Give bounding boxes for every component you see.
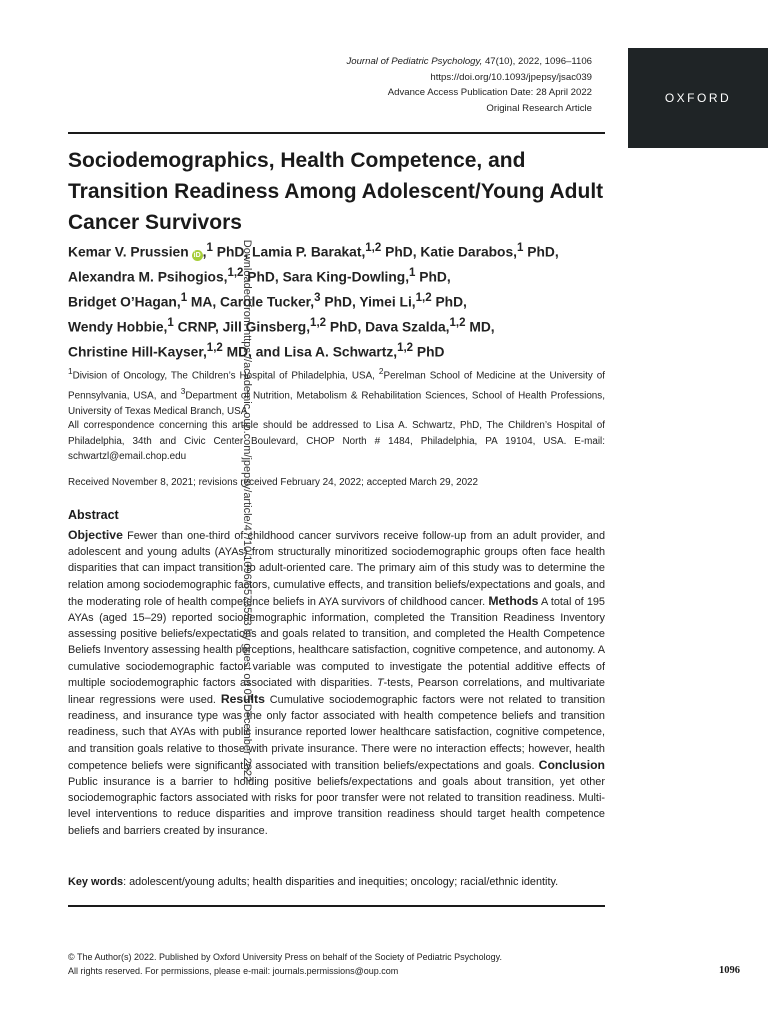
author-line (68, 338, 605, 363)
author-affiliation-sup: 1,2 (310, 317, 327, 330)
methods-text-cont: -tests, Pearson correlations, and multivariate linear regressions were used. (68, 676, 605, 707)
article-title: Sociodemographics, Health Competence, and Transition Readiness Among Adolescent/Young Adult Cancer Survivors (68, 149, 604, 234)
objective-text: Fewer than one-third of childhood cancer survivors receive follow-up from an adult provider, and adolescent and young adults (AYAs) from structurally minoritized sociodemographic groups often face health disparities that can impact transition to adult-oriented care. The primary aim of this study was to determine the relation among sociodemographic factors, cumulative effects, and transition beliefs/expectations and goals, and the moderating role of health competence beliefs in AYA survivors of childhood cancer. (68, 530, 605, 608)
affiliation-sup: 1 (68, 367, 73, 376)
keywords-text: : adolescent/young adults; health disparities and inequities; oncology; racial/ethnic identity. (123, 876, 559, 888)
received-dates: Received November 8, 2021; revisions received February 24, 2022; accepted March 29, 2022 (68, 477, 479, 488)
top-divider (68, 132, 605, 134)
author-degree: CRNP, (173, 319, 219, 335)
author-degree: PhD, (523, 244, 559, 260)
methods-italic: T (377, 676, 384, 689)
conclusion-text: Public insurance is a barrier to holding positive beliefs/expectations and goals about transition, yet other sociodemographic factors associated with risks for poor transfer were not related to transition readiness. Multi-level interventions to reduce disparities and improve transition readiness should target health competence beliefs and barriers created by insurance. (68, 776, 605, 837)
author-affiliation-sup: 1,2 (227, 267, 244, 280)
affiliation-text: Division of Oncology, The Children’s Hospital of Philadelphia, USA, (72, 370, 379, 382)
author-name: Carole Tucker, (216, 294, 315, 310)
author-degree: MD, (465, 319, 495, 335)
author-name: Wendy Hobbie, (68, 319, 168, 335)
journal-name: Journal of Pediatric Psychology, (346, 56, 483, 67)
abstract-heading: Abstract (68, 508, 119, 522)
author-name: Alexandra M. Psihogios, (68, 269, 228, 285)
author-affiliation-sup: 1 (180, 292, 188, 305)
author-name: Christine Hill-Kayser, (68, 344, 207, 360)
methods-text: A total of 195 AYAs (aged 15–29) reported sociodemographic information, completed the Transition Readiness Inventory assessing positive beliefs/expectations and goals related to transition, and completed the Health Competence Beliefs Inventory assessing health perceptions, healthcare satisfaction, cognitive competence, and autonomy. A cumulative sociodemographic factor variable was computed to investigate the potential additive effects of multiple sociodemographic factors associated with disparities. (68, 595, 605, 689)
author-affiliation-sup: 1,2 (365, 242, 382, 254)
affiliation-text: Department of Nutrition, Metabolism & Rehabilitation Sciences, School of Health Professions, University of Texas Medical Branch, USA (68, 390, 605, 417)
author-name: Yimei Li, (355, 294, 416, 310)
author-name: Kemar V. Prussien (68, 244, 189, 260)
author-affiliation-sup: 1 (409, 267, 416, 280)
page-number: 1096 (719, 965, 740, 976)
author-name: Dava Szalda, (361, 319, 450, 335)
journal-issue: 47(10), 2022, 1096–1106 (482, 56, 592, 67)
copyright-notice (68, 951, 588, 978)
affiliation-sup: 3 (180, 387, 186, 396)
abstract-body (68, 527, 605, 839)
author-degree: PhD, (381, 244, 417, 260)
author-affiliation-sup: 1 (206, 242, 213, 254)
article-type: Original Research Article (486, 102, 592, 114)
results-text: Cumulative sociodemographic factors were not related to transition readiness, and insurance type was the only factor associated with health competence beliefs and transition readiness, such that AYAs with public insurance reported lower healthcare satisfaction, cognitive competence, and transition goals relative to those with private insurance. There were no interaction effects; however, health competence beliefs were significantly associated with transition beliefs/expectations and goals. (68, 694, 605, 772)
author-name: Sara King-Dowling, (278, 269, 410, 285)
doi-link[interactable]: https://doi.org/10.1093/jpepsy/jsac039 (430, 71, 592, 83)
author-degree: PhD, (326, 319, 362, 335)
results-heading: Results (220, 692, 265, 707)
download-watermark: Downloaded from https://academic.oup.com/jpepsy/article/47/10/1096/6573553 by guest on 05 December 2022 (241, 239, 253, 783)
author-line (68, 313, 605, 338)
author-list (68, 238, 605, 363)
author-name: Bridget O’Hagan, (68, 294, 181, 310)
methods-heading: Methods (488, 593, 539, 608)
affiliation-text: Perelman School of Medicine at the University of Pennsylvania, USA, and (68, 370, 605, 402)
author-line: Kemar V. Prussien iD ,$^1$ PhD, Lamia P. Barakat,$^{1,2}$ PhD, Katie Darabos,$^1$ PhD, (68, 242, 559, 260)
author-degree: PhD, (415, 269, 451, 285)
author-affiliation-sup: 1,2 (449, 317, 466, 330)
objective-heading: Objective (68, 528, 123, 542)
author-degree: PhD, (431, 294, 467, 310)
permissions-line: All rights reserved. For permissions, please e-mail: journals.permissions@oup.com (68, 965, 399, 976)
author-name: Lisa A. Schwartz, (280, 344, 398, 360)
keywords-label: Key words (68, 876, 124, 888)
affiliations (68, 364, 605, 420)
journal-citation (346, 54, 592, 70)
author-name: Jill Ginsberg, (218, 319, 311, 335)
author-degree: PhD, (243, 269, 279, 285)
affiliation-sup: 2 (378, 367, 384, 376)
author-affiliation-sup: 1 (517, 242, 524, 254)
correspondence: All correspondence concerning this article should be addressed to Lisa A. Schwartz, PhD, The Children’s Hospital of Philadelphia, 34th and Civic Center Boulevard, CHOP North # 1484, Philadelphia, PA 19104, USA. E-mail: schwartzl@email.chop.edu (68, 420, 605, 463)
keywords (68, 874, 605, 890)
author-name: Lamia P. Barakat, (248, 244, 366, 260)
author-line (68, 288, 605, 313)
conclusion-heading: Conclusion (538, 757, 605, 772)
author-affiliation-sup: 1,2 (415, 292, 432, 305)
orcid-icon[interactable]: iD (193, 251, 201, 259)
author-affiliation-sup: 3 (314, 292, 321, 305)
article-meta (346, 54, 592, 116)
author-degree: MD, and (222, 344, 281, 360)
author-degree: PhD, (212, 244, 249, 260)
author-degree: PhD, (320, 294, 356, 310)
author-affiliation-sup: 1,2 (206, 342, 223, 355)
oxford-logo: OXFORD (628, 48, 768, 148)
author-name: Katie Darabos, (416, 244, 517, 260)
copyright-line: © The Author(s) 2022. Published by Oxford University Press on behalf of the Society of Pediatric Psychology. (68, 952, 503, 962)
author-line (68, 263, 605, 288)
author-degree: PhD (413, 344, 445, 360)
author-degree: MA, (187, 294, 217, 310)
author-affiliation-sup: 1 (167, 317, 174, 330)
bottom-divider (68, 905, 605, 907)
advance-access-date: Advance Access Publication Date: 28 April 2022 (387, 87, 592, 98)
author-affiliation-sup: 1,2 (397, 342, 414, 355)
